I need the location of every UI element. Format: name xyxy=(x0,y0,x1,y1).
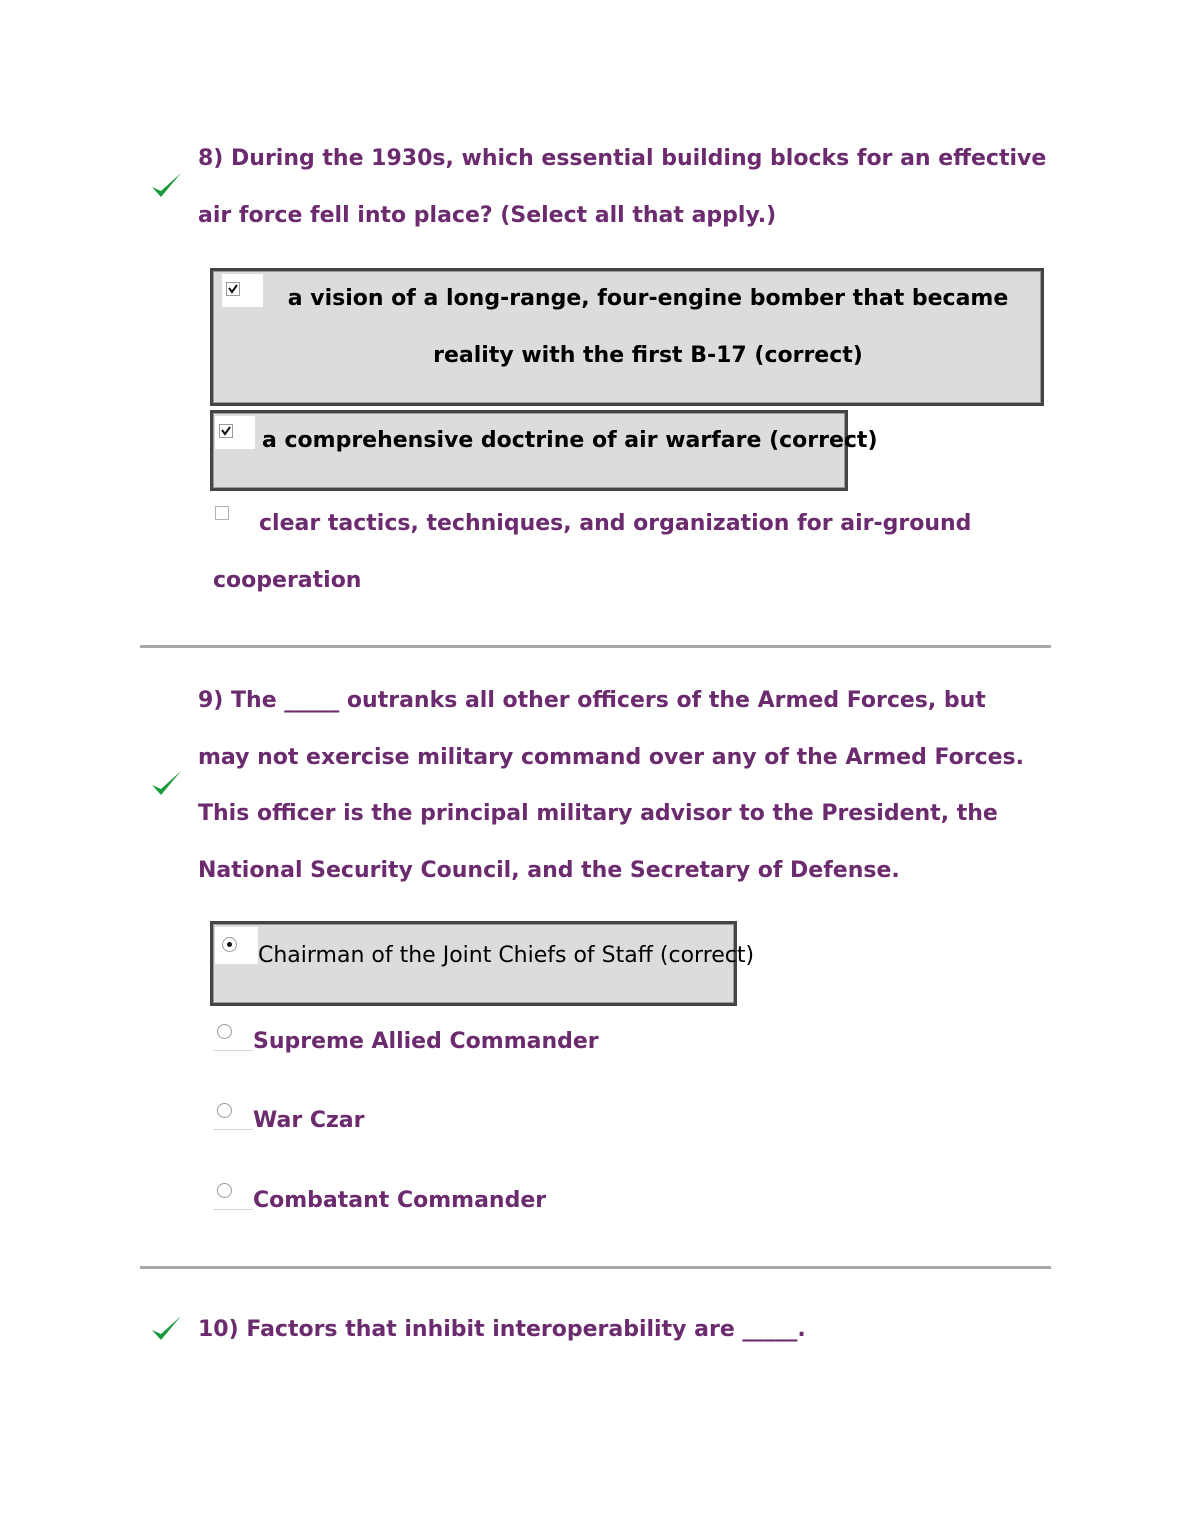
radio-underline xyxy=(213,1209,253,1210)
checkbox-checked[interactable] xyxy=(219,424,233,438)
option-label: a comprehensive doctrine of air warfare (correct) xyxy=(262,428,878,453)
question-10-text: 10) Factors that inhibit interoperability are _____. xyxy=(198,1317,806,1342)
option-label: Combatant Commander xyxy=(253,1188,547,1213)
radio-unselected[interactable] xyxy=(217,1103,232,1118)
correct-check-icon xyxy=(150,768,184,800)
option-label: Supreme Allied Commander xyxy=(253,1029,599,1054)
radio-underline xyxy=(213,1129,253,1130)
correct-check-icon xyxy=(150,1313,184,1345)
option-label: a vision of a long-range, four-engine bomber that became reality with the first B-17 (correct) xyxy=(287,286,1009,368)
radio-selected[interactable] xyxy=(222,937,237,952)
radio-unselected[interactable] xyxy=(217,1024,232,1039)
correct-check-icon xyxy=(150,170,184,202)
option-label: Chairman of the Joint Chiefs of Staff (correct) xyxy=(258,943,755,968)
question-8-text: 8) During the 1930s, which essential building blocks for an effective air force fell into place? (Select all that apply.) xyxy=(198,146,1047,228)
radio-underline xyxy=(213,1050,253,1051)
question-divider xyxy=(140,645,1051,648)
option-label: War Czar xyxy=(253,1108,365,1133)
question-divider xyxy=(140,1266,1051,1269)
option-label: clear tactics, techniques, and organization for air-ground cooperation xyxy=(213,511,972,593)
question-9-text: 9) The _____ outranks all other officers of the Armed Forces, but may not exercise military command over any of the Armed Forces. This officer is the principal military advisor to the President, the National Security Council, and the Secretary of Defense. xyxy=(198,688,1024,883)
radio-unselected[interactable] xyxy=(217,1183,232,1198)
checkbox-checked[interactable] xyxy=(226,282,240,296)
